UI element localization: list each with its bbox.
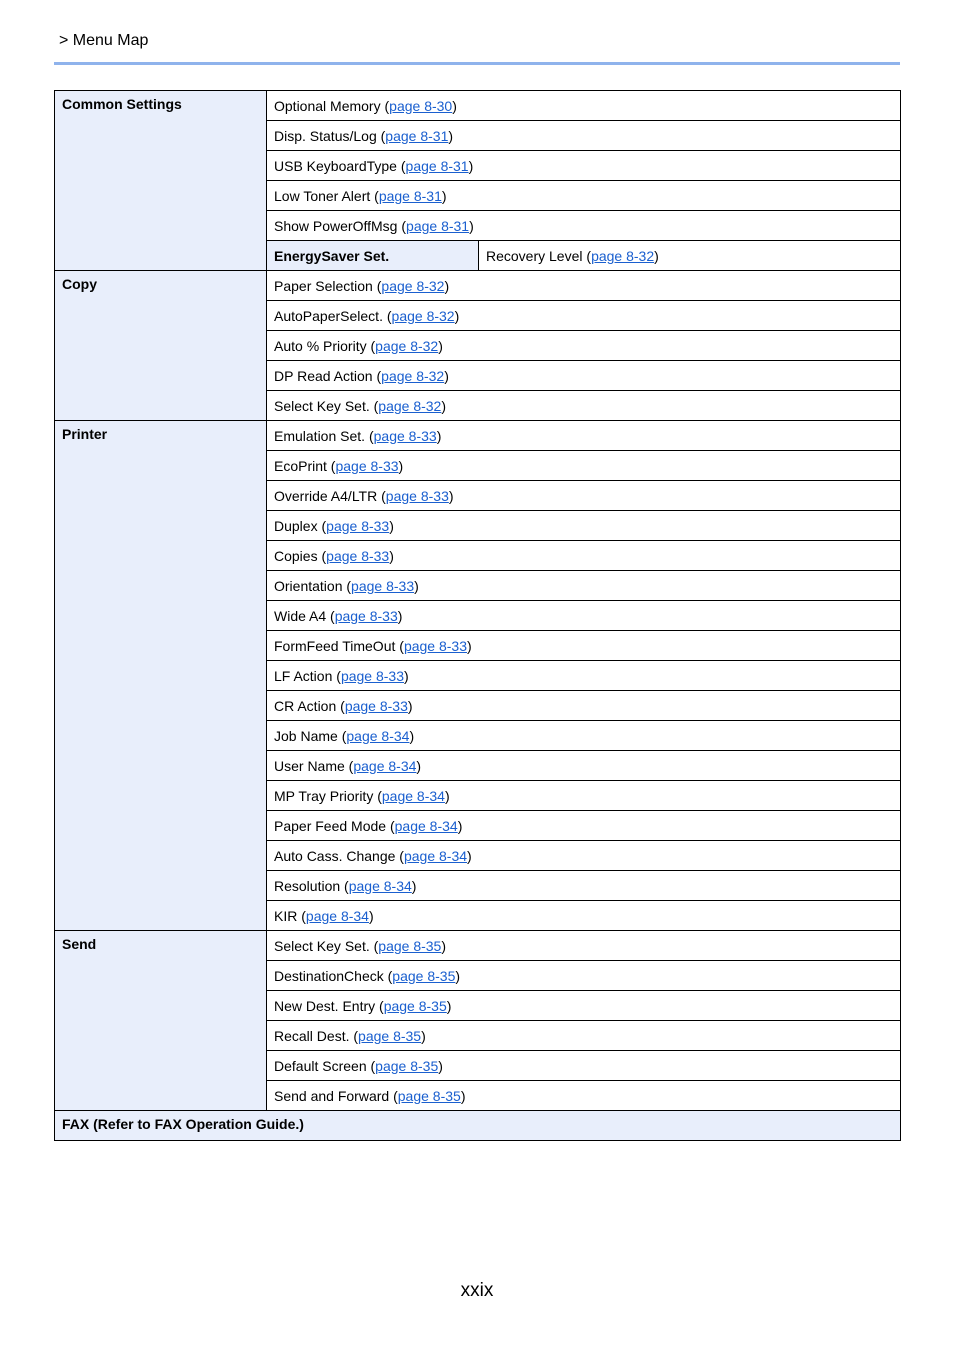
page-link[interactable]: page 8-32 bbox=[378, 397, 442, 414]
page-link[interactable]: page 8-34 bbox=[353, 757, 417, 774]
menu-item-label: USB KeyboardType bbox=[274, 157, 397, 174]
menu-item-label: AutoPaperSelect. bbox=[274, 307, 383, 324]
menu-item-low-toner-alert: Low Toner Alert (page 8-31) bbox=[267, 181, 901, 211]
menu-item-label: FormFeed TimeOut bbox=[274, 637, 396, 654]
page-number: xxix bbox=[460, 1280, 494, 1301]
page-link[interactable]: page 8-33 bbox=[373, 427, 437, 444]
menu-item-optional-memory: Optional Memory (page 8-30) bbox=[267, 91, 901, 121]
menu-item-cr-action: CR Action (page 8-33) bbox=[267, 691, 901, 721]
page-link[interactable]: page 8-33 bbox=[326, 547, 390, 564]
category-fax: FAX (Refer to FAX Operation Guide.) bbox=[55, 1111, 901, 1141]
category-copy: Copy bbox=[55, 271, 267, 421]
menu-item-paper-selection: Paper Selection (page 8-32) bbox=[267, 271, 901, 301]
sub-menu-row bbox=[267, 241, 901, 271]
menu-item-label: DP Read Action bbox=[274, 367, 373, 384]
menu-item-auto-cass-change: Auto Cass. Change (page 8-34) bbox=[267, 841, 901, 871]
menu-item-autopaperselect: AutoPaperSelect. (page 8-32) bbox=[267, 301, 901, 331]
menu-item-label: Paper Selection bbox=[274, 277, 373, 294]
menu-item-label: Default Screen bbox=[274, 1057, 367, 1074]
breadcrumb: > Menu Map bbox=[59, 32, 149, 49]
menu-item-user-name: User Name (page 8-34) bbox=[267, 751, 901, 781]
page-link[interactable]: page 8-32 bbox=[381, 277, 445, 294]
page-link[interactable]: page 8-35 bbox=[397, 1087, 461, 1104]
menu-item-duplex: Duplex (page 8-33) bbox=[267, 511, 901, 541]
page-link[interactable]: page 8-35 bbox=[383, 997, 447, 1014]
page-link[interactable]: page 8-33 bbox=[340, 667, 404, 684]
menu-item-label: EcoPrint bbox=[274, 457, 327, 474]
menu-item-label: Copies bbox=[274, 547, 318, 564]
page-link[interactable]: page 8-34 bbox=[305, 907, 369, 924]
menu-item-formfeed-timeout: FormFeed TimeOut (page 8-33) bbox=[267, 631, 901, 661]
menu-item-override-a4-ltr: Override A4/LTR (page 8-33) bbox=[267, 481, 901, 511]
page-link[interactable]: page 8-33 bbox=[334, 607, 398, 624]
menu-item-wide-a4: Wide A4 (page 8-33) bbox=[267, 601, 901, 631]
menu-item-label: Resolution bbox=[274, 877, 341, 894]
page-link[interactable]: page 8-32 bbox=[375, 337, 439, 354]
menu-item-label: CR Action bbox=[274, 697, 337, 714]
menu-item-label: Select Key Set. bbox=[274, 937, 370, 954]
page-link[interactable]: page 8-31 bbox=[378, 187, 442, 204]
page-link[interactable]: page 8-34 bbox=[381, 787, 445, 804]
menu-item-auto-priority: Auto % Priority (page 8-32) bbox=[267, 331, 901, 361]
page-link[interactable]: page 8-32 bbox=[591, 247, 655, 264]
page-link[interactable]: page 8-35 bbox=[378, 937, 442, 954]
menu-item-lf-action: LF Action (page 8-33) bbox=[267, 661, 901, 691]
menu-item-resolution: Resolution (page 8-34) bbox=[267, 871, 901, 901]
page-link[interactable]: page 8-35 bbox=[375, 1057, 439, 1074]
menu-item-label: Emulation Set. bbox=[274, 427, 366, 444]
menu-map-table bbox=[54, 90, 901, 1141]
page-link[interactable]: page 8-33 bbox=[344, 697, 408, 714]
menu-item-destinationcheck: DestinationCheck (page 8-35) bbox=[267, 961, 901, 991]
table-row bbox=[55, 91, 901, 121]
menu-item-label: Auto % Priority bbox=[274, 337, 367, 354]
menu-item-select-key-set: Select Key Set. (page 8-32) bbox=[267, 391, 901, 421]
menu-item-default-screen: Default Screen (page 8-35) bbox=[267, 1051, 901, 1081]
menu-item-label: Show PowerOffMsg bbox=[274, 217, 398, 234]
menu-item-label: Select Key Set. bbox=[274, 397, 370, 414]
menu-item-send-and-forward: Send and Forward (page 8-35) bbox=[267, 1081, 901, 1111]
page-link[interactable]: page 8-33 bbox=[385, 487, 449, 504]
menu-item-label: LF Action bbox=[274, 667, 333, 684]
menu-item-dp-read-action: DP Read Action (page 8-32) bbox=[267, 361, 901, 391]
menu-item-mp-tray-priority: MP Tray Priority (page 8-34) bbox=[267, 781, 901, 811]
menu-item-orientation: Orientation (page 8-33) bbox=[267, 571, 901, 601]
menu-item-select-key-set: Select Key Set. (page 8-35) bbox=[267, 931, 901, 961]
page-link[interactable]: page 8-32 bbox=[381, 367, 445, 384]
category-common-settings: Common Settings bbox=[55, 91, 267, 271]
menu-item-label: Duplex bbox=[274, 517, 318, 534]
menu-item-label: DestinationCheck bbox=[274, 967, 384, 984]
page-link[interactable]: page 8-33 bbox=[351, 577, 415, 594]
page-link[interactable]: page 8-34 bbox=[348, 877, 412, 894]
table-row bbox=[55, 421, 901, 451]
menu-item-label: Send and Forward bbox=[274, 1087, 390, 1104]
menu-item-label: Job Name bbox=[274, 727, 338, 744]
sub-menu-item-recovery-level: Recovery Level ( page 8-32 ) bbox=[486, 247, 659, 264]
menu-item-usb-keyboardtype: USB KeyboardType (page 8-31) bbox=[267, 151, 901, 181]
menu-item-kir: KIR (page 8-34) bbox=[267, 901, 901, 931]
menu-item-ecoprint: EcoPrint (page 8-33) bbox=[267, 451, 901, 481]
sub-menu-energysaver-set: EnergySaver Set. bbox=[267, 241, 479, 270]
menu-item-label: KIR bbox=[274, 907, 298, 924]
menu-item-disp-status-log: Disp. Status/Log (page 8-31) bbox=[267, 121, 901, 151]
page-link[interactable]: page 8-35 bbox=[358, 1027, 422, 1044]
menu-item-label: Override A4/LTR bbox=[274, 487, 378, 504]
menu-item-label: Paper Feed Mode bbox=[274, 817, 387, 834]
page-link[interactable]: page 8-33 bbox=[403, 637, 467, 654]
menu-item-label: Wide A4 bbox=[274, 607, 327, 624]
page-link[interactable]: page 8-31 bbox=[406, 217, 470, 234]
page-link[interactable]: page 8-31 bbox=[405, 157, 469, 174]
category-send: Send bbox=[55, 931, 267, 1111]
menu-item-emulation-set: Emulation Set. (page 8-33) bbox=[267, 421, 901, 451]
page-link[interactable]: page 8-32 bbox=[391, 307, 455, 324]
menu-item-label: Recall Dest. bbox=[274, 1027, 350, 1044]
page-link[interactable]: page 8-35 bbox=[392, 967, 456, 984]
menu-item-label: Orientation bbox=[274, 577, 343, 594]
menu-item-paper-feed-mode: Paper Feed Mode (page 8-34) bbox=[267, 811, 901, 841]
page-link[interactable]: page 8-34 bbox=[403, 847, 468, 864]
menu-item-label: Recovery Level bbox=[486, 247, 583, 264]
page-link[interactable]: page 8-31 bbox=[385, 127, 449, 144]
table-row bbox=[55, 931, 901, 961]
menu-item-label: Low Toner Alert bbox=[274, 187, 371, 204]
page-link[interactable]: page 8-34 bbox=[394, 817, 458, 834]
menu-item-recall-dest: Recall Dest. (page 8-35) bbox=[267, 1021, 901, 1051]
menu-item-copies: Copies (page 8-33) bbox=[267, 541, 901, 571]
table-row bbox=[55, 1111, 901, 1141]
menu-item-new-dest-entry: New Dest. Entry (page 8-35) bbox=[267, 991, 901, 1021]
page-link[interactable]: page 8-33 bbox=[335, 457, 399, 474]
menu-item-label: Auto Cass. Change bbox=[274, 847, 396, 864]
menu-item-label: MP Tray Priority bbox=[274, 787, 374, 804]
menu-item-label: Disp. Status/Log bbox=[274, 127, 377, 144]
menu-item-label: User Name bbox=[274, 757, 345, 774]
page-link[interactable]: page 8-34 bbox=[346, 727, 410, 744]
header-divider bbox=[54, 62, 900, 65]
menu-item-show-poweroffmsg: Show PowerOffMsg (page 8-31) bbox=[267, 211, 901, 241]
menu-item-label: Optional Memory bbox=[274, 97, 381, 114]
page-link[interactable]: page 8-33 bbox=[326, 517, 390, 534]
page-link[interactable]: page 8-30 bbox=[389, 97, 453, 114]
category-printer: Printer bbox=[55, 421, 267, 931]
menu-item-job-name: Job Name (page 8-34) bbox=[267, 721, 901, 751]
table-row bbox=[55, 271, 901, 301]
menu-item-label: New Dest. Entry bbox=[274, 997, 376, 1014]
